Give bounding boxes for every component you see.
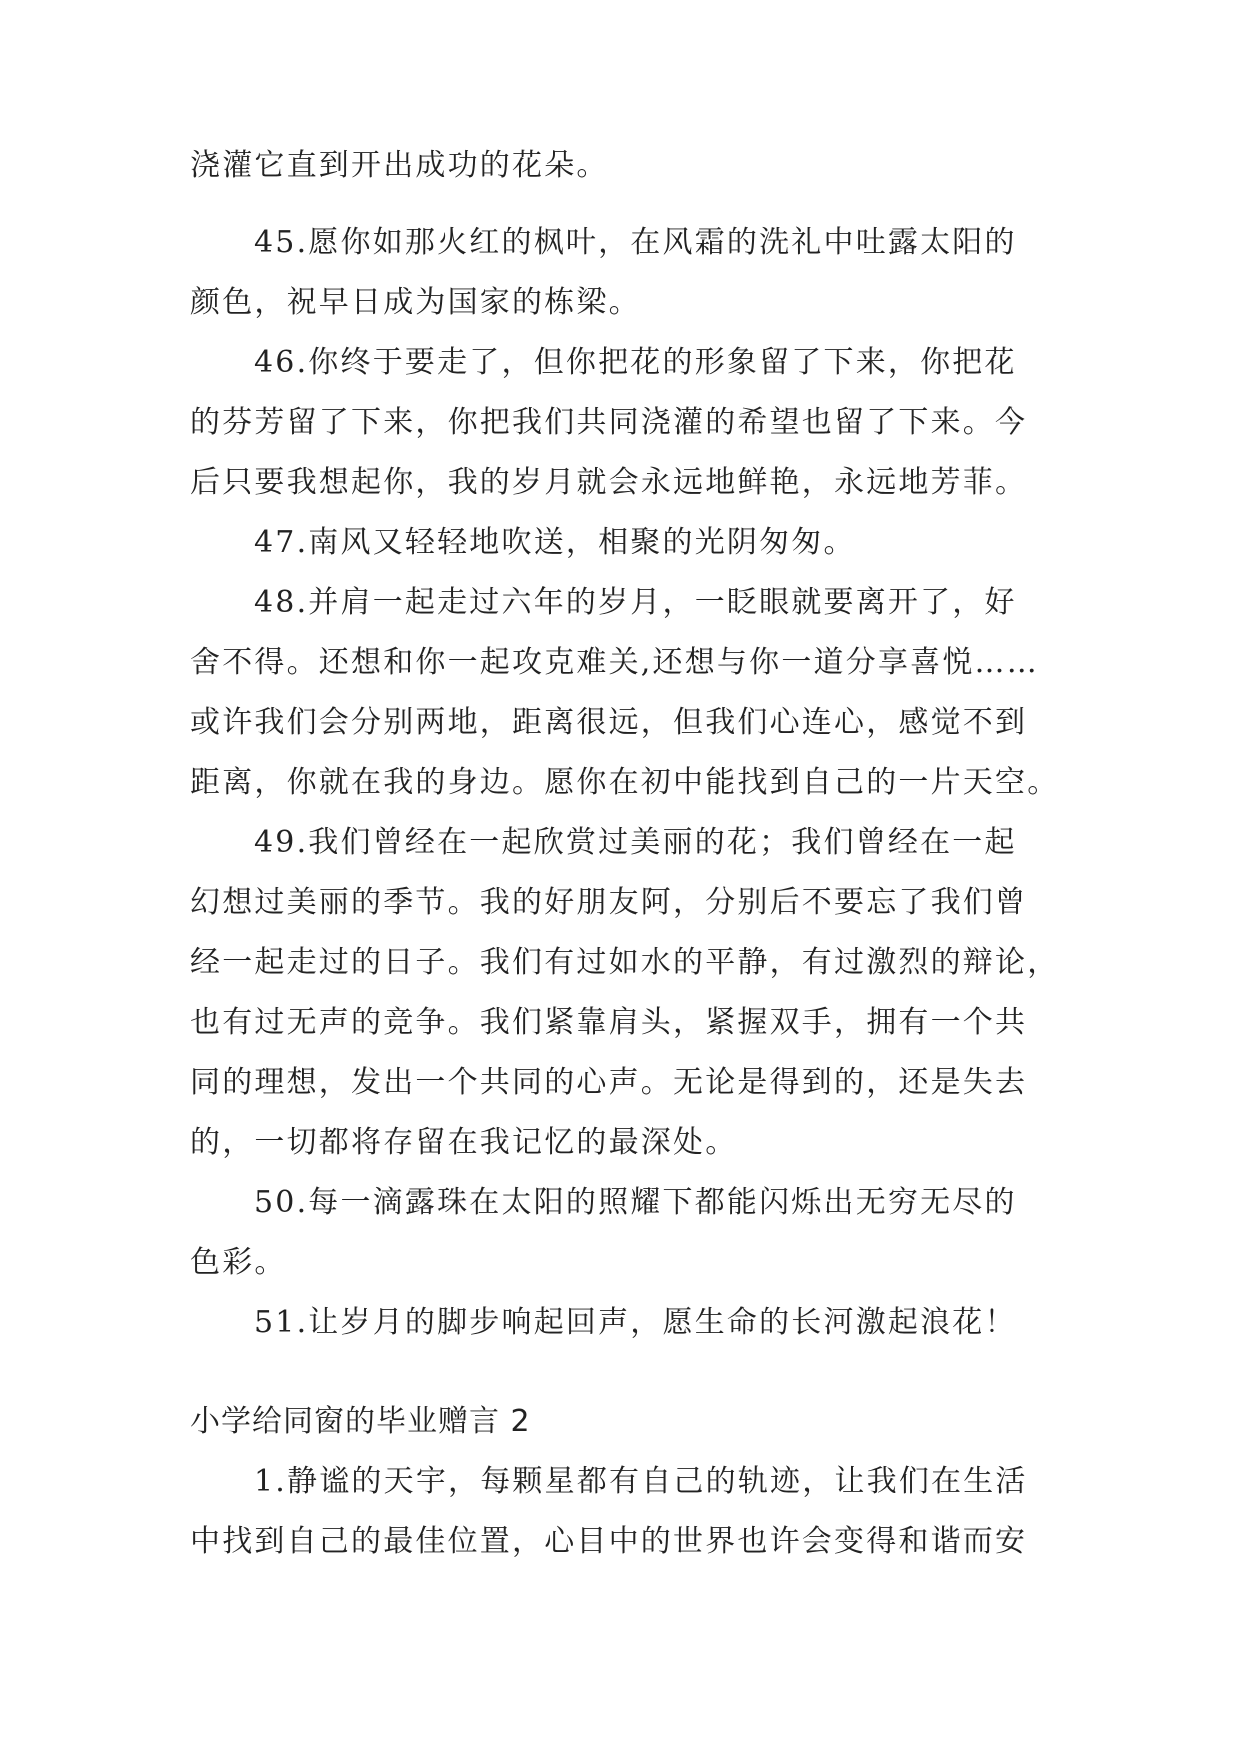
text-line: 幻想过美丽的季节。我的好朋友阿，分别后不要忘了我们曾: [190, 885, 1028, 920]
text-line: 经一起走过的日子。我们有过如水的平静，有过激烈的辩论，: [190, 945, 1060, 980]
list-item-51: 51.让岁月的脚步响起回声，愿生命的长河激起浪花！: [254, 1305, 1017, 1340]
list-item-50: 50.每一滴露珠在太阳的照耀下都能闪烁出无穷无尽的: [254, 1185, 1017, 1220]
list-item-46: 46.你终于要走了，但你把花的形象留了下来，你把花: [254, 345, 1017, 380]
text-line: 舍不得。还想和你一起攻克难关,还想与你一道分享喜悦……: [190, 645, 1039, 680]
text-line: 中找到自己的最佳位置，心目中的世界也许会变得和谐而安: [190, 1524, 1028, 1559]
list-item-45: 45.愿你如那火红的枫叶，在风霜的洗礼中吐露太阳的: [254, 225, 1017, 260]
text-line: 的，一切都将存留在我记忆的最深处。: [190, 1125, 738, 1160]
list-item-49: 49.我们曾经在一起欣赏过美丽的花；我们曾经在一起: [254, 825, 1017, 860]
text-line: 同的理想，发出一个共同的心声。无论是得到的，还是失去: [190, 1065, 1028, 1100]
text-line: 后只要我想起你，我的岁月就会永远地鲜艳，永远地芳菲。: [190, 465, 1028, 500]
list-item-1: 1.静谧的天宇，每颗星都有自己的轨迹，让我们在生活: [254, 1464, 1028, 1499]
text-line: 也有过无声的竞争。我们紧靠肩头，紧握双手，拥有一个共: [190, 1005, 1028, 1040]
list-item-47: 47.南风又轻轻地吹送，相聚的光阴匆匆。: [254, 525, 856, 560]
text-line: 或许我们会分别两地，距离很远，但我们心连心，感觉不到: [190, 705, 1028, 740]
text-line: 色彩。: [190, 1245, 287, 1280]
list-item-48: 48.并肩一起走过六年的岁月，一眨眼就要离开了，好: [254, 585, 1017, 620]
text-line: 浇灌它直到开出成功的花朵。: [190, 148, 609, 183]
text-line: 的芬芳留了下来，你把我们共同浇灌的希望也留了下来。今: [190, 405, 1028, 440]
section-heading: 小学给同窗的毕业赠言 2: [190, 1404, 531, 1439]
text-line: 颜色，祝早日成为国家的栋梁。: [190, 285, 641, 320]
text-line: 距离，你就在我的身边。愿你在初中能找到自己的一片天空。: [190, 765, 1060, 800]
